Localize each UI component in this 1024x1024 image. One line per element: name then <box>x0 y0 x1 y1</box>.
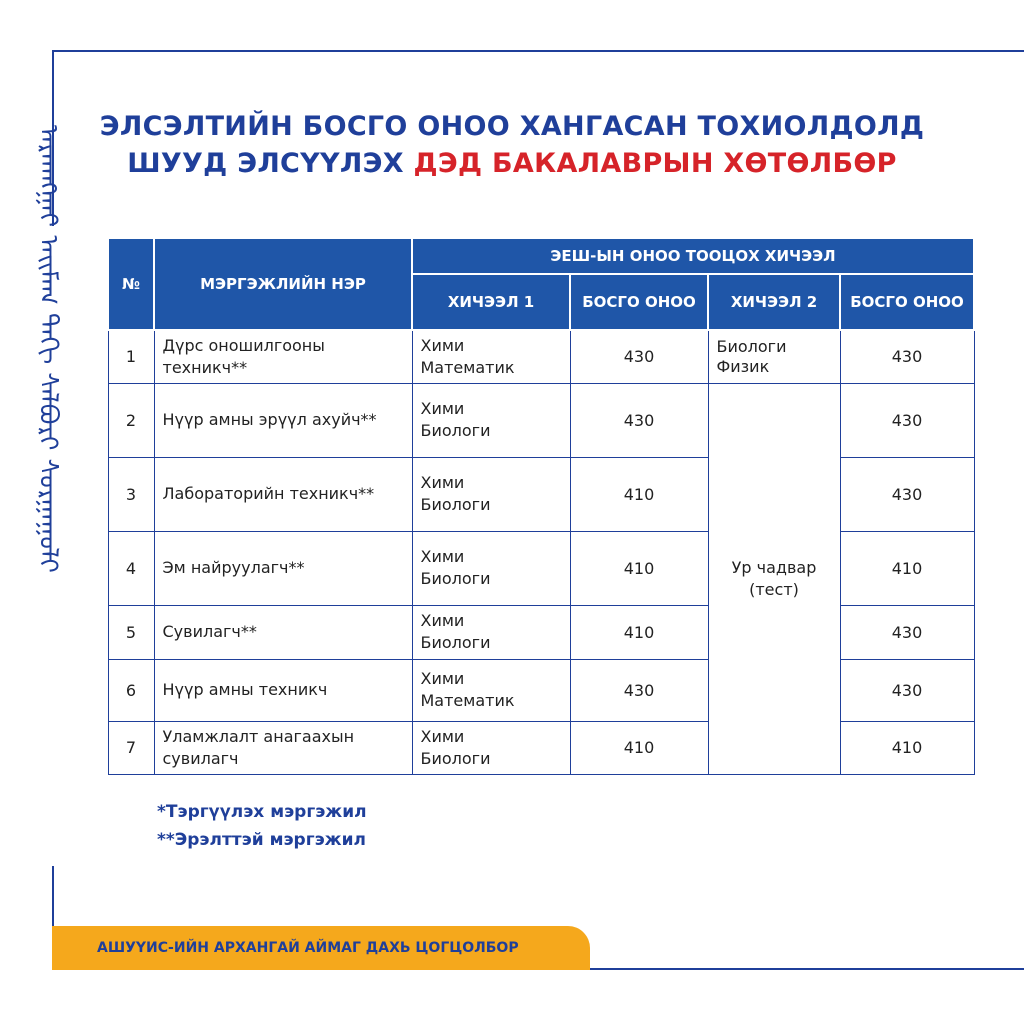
program-name: Уламжлалт анагаахын сувилагч <box>154 721 412 774</box>
footer-banner <box>52 926 590 970</box>
header-number: № <box>108 238 154 330</box>
table-row <box>108 659 974 721</box>
frame-top-line <box>52 50 1024 52</box>
program-name: Лабораторийн техникч** <box>154 457 412 531</box>
header-threshold-2: БОСГО ОНОО <box>840 274 974 330</box>
subject-1 <box>412 531 570 605</box>
threshold-2: 430 <box>840 605 974 659</box>
footer-banner-text: АШУҮИС-ИЙН АРХАНГАЙ АЙМАГ ДАХЬ ЦОГЦОЛБОР <box>97 940 519 956</box>
title-line-2-red: ДЭД БАКАЛАВРЫН ХӨТӨЛБӨР <box>413 148 897 179</box>
subject-1-line: Математик <box>420 691 515 710</box>
program-name: Нүүр амны эрүүл ахуйч** <box>154 383 412 457</box>
subject-1 <box>412 383 570 457</box>
header-threshold-1: БОСГО ОНОО <box>570 274 708 330</box>
header-subject-1: ХИЧЭЭЛ 1 <box>412 274 570 330</box>
threshold-1: 410 <box>570 605 708 659</box>
threshold-2: 430 <box>840 383 974 457</box>
table-row <box>108 383 974 457</box>
threshold-1: 410 <box>570 531 708 605</box>
page-title <box>0 108 1024 182</box>
threshold-1: 430 <box>570 330 708 383</box>
header-program-name: МЭРГЭЖЛИЙН НЭР <box>154 238 412 330</box>
subject-1-line: Математик <box>420 357 515 377</box>
subject-1-line: Биологи <box>420 633 491 652</box>
subject-1 <box>412 605 570 659</box>
subject-2-line: Биологи <box>716 336 787 356</box>
threshold-1: 410 <box>570 721 708 774</box>
subject-1 <box>412 457 570 531</box>
threshold-1: 410 <box>570 457 708 531</box>
program-name: Нүүр амны техникч <box>154 659 412 721</box>
table-row <box>108 330 974 383</box>
table-row <box>108 531 974 605</box>
row-number: 4 <box>108 531 154 605</box>
program-name: Дүрс оношилгооны техникч** <box>154 330 412 383</box>
subject-2 <box>708 330 840 383</box>
subject-1-line: Хими <box>420 547 465 566</box>
subject-1-line: Хими <box>420 726 465 746</box>
row-number: 6 <box>108 659 154 721</box>
threshold-2: 430 <box>840 457 974 531</box>
program-name: Эм найруулагч** <box>154 531 412 605</box>
threshold-2: 430 <box>840 659 974 721</box>
title-line-2-blue: ШУУД ЭЛСҮҮЛЭХ <box>127 148 414 179</box>
subject-1 <box>412 330 570 383</box>
vertical-mongolian-script: ᠠᠷᠬᠠᠩᠭᠠᠢ ᠠᠢᠮᠠᠭ ᠳᠠᠬᠢ ᠰᠠᠯᠪᠤᠷᠢ ᠰᠤᠷᠭᠠᠭᠤᠯᠢ <box>33 125 63 573</box>
row-number: 7 <box>108 721 154 774</box>
table-row <box>108 457 974 531</box>
title-line-2 <box>0 145 1024 182</box>
header-exam-subjects: ЭЕШ-ЫН ОНОО ТООЦОХ ХИЧЭЭЛ <box>412 238 974 274</box>
row-number: 2 <box>108 383 154 457</box>
footnote-priority: *Тэргүүлэх мэргэжил <box>157 802 367 822</box>
threshold-2: 410 <box>840 531 974 605</box>
subject-2-line: Физик <box>716 356 770 376</box>
row-number: 3 <box>108 457 154 531</box>
subject-2-merged-line: Ур чадвар <box>731 557 817 577</box>
subject-1-line: Биологи <box>420 421 491 440</box>
table-row <box>108 605 974 659</box>
subject-1-line: Хими <box>420 669 465 688</box>
row-number: 1 <box>108 330 154 383</box>
subject-1 <box>412 721 570 774</box>
subject-1-line: Биологи <box>420 748 491 768</box>
threshold-1: 430 <box>570 659 708 721</box>
title-line-1: ЭЛСЭЛТИЙН БОСГО ОНОО ХАНГАСАН ТОХИОЛДОЛД <box>99 111 925 142</box>
subject-1-line: Биологи <box>420 495 491 514</box>
threshold-2: 410 <box>840 721 974 774</box>
subject-1-line: Хими <box>420 473 465 492</box>
subject-1 <box>412 659 570 721</box>
program-name: Сувилагч** <box>154 605 412 659</box>
footnote-demand: **Эрэлттэй мэргэжил <box>157 830 366 850</box>
threshold-2: 430 <box>840 330 974 383</box>
subject-1-line: Хими <box>420 611 465 630</box>
subject-1-line: Хими <box>420 399 465 418</box>
subject-1-line: Биологи <box>420 569 491 588</box>
header-subject-2: ХИЧЭЭЛ 2 <box>708 274 840 330</box>
subject-2-merged <box>708 383 840 774</box>
subject-1-line: Хими <box>420 335 465 355</box>
subject-2-merged-line: (тест) <box>749 579 799 599</box>
program-table <box>107 237 975 775</box>
footnotes <box>157 798 367 854</box>
table-row <box>108 721 974 774</box>
row-number: 5 <box>108 605 154 659</box>
threshold-1: 430 <box>570 383 708 457</box>
